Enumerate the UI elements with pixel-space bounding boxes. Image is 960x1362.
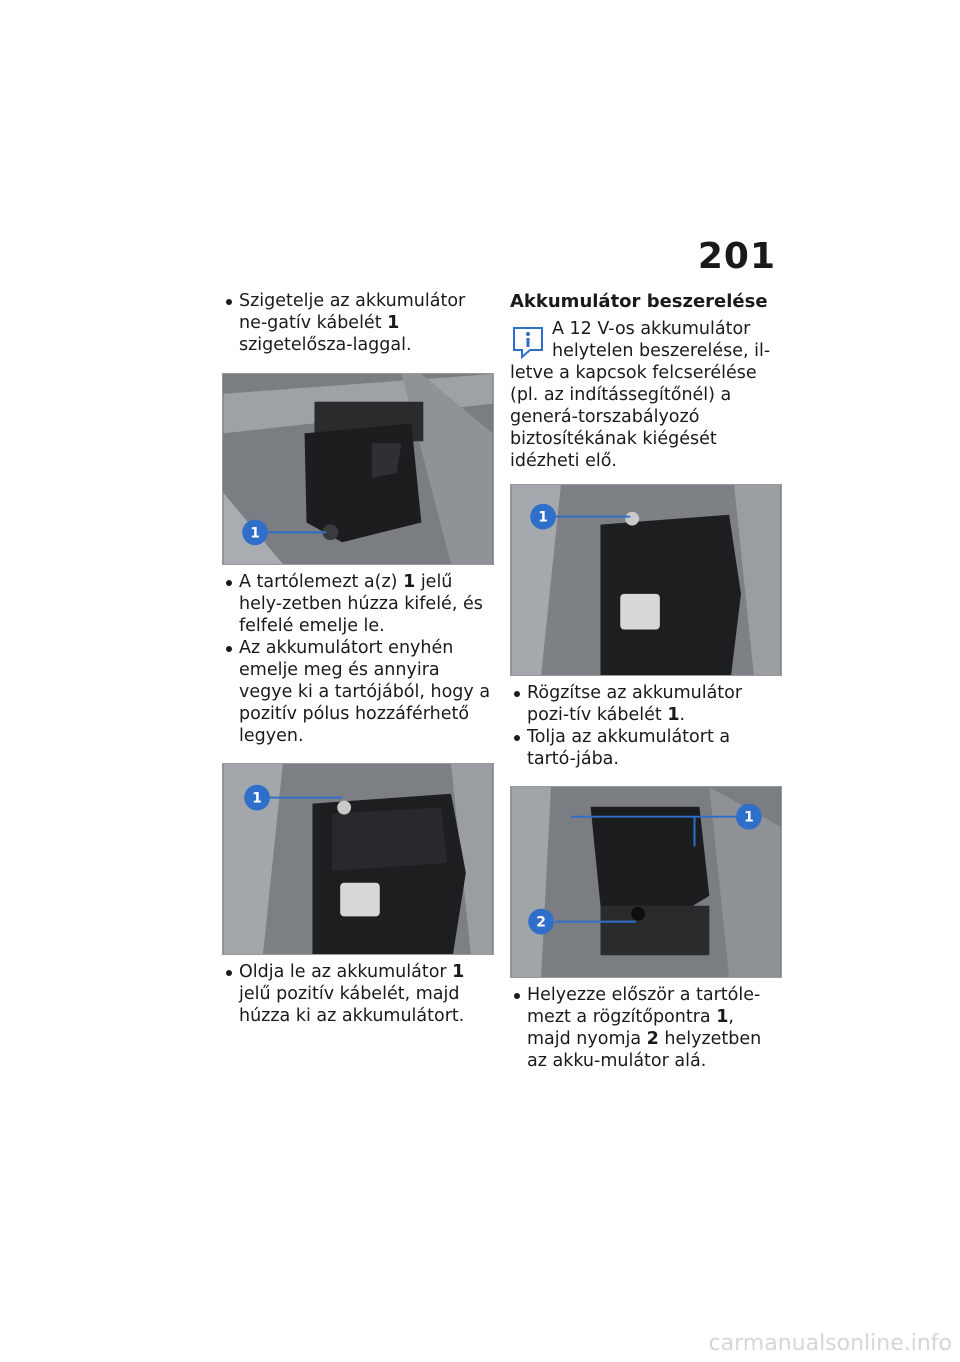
note-first-line: A 12 V-os akkumulátor helytelen beszerelése, il- <box>552 319 771 361</box>
section-heading: Akkumulátor beszerelése <box>510 291 768 312</box>
battery-photo-1 <box>223 374 493 564</box>
info-icon <box>510 324 546 360</box>
left-column <box>222 290 494 1027</box>
instruction-bullet: Helyezze először a tartóle-mezt a rögzítőpontra 1, majd nyomja 2 helyzetben az akku-mulátor alá. <box>510 984 782 1072</box>
instruction-bullet: Oldja le az akkumulátor 1 jelű pozitív kábelét, majd húzza ki az akkumulátort. <box>222 961 494 1027</box>
photo-insert-battery <box>510 786 782 978</box>
info-note <box>510 318 782 472</box>
instruction-bullet: A tartólemezt a(z) 1 jelű hely-zetben húzza kifelé, és felfelé emelje le. <box>222 571 494 637</box>
callout-label: 1 <box>744 809 754 826</box>
note-text: letve a kapcsok felcserélése (pl. az indítássegítőnél) a generá-torszabályozó biztosítékának kiégését idézheti elő. <box>510 363 757 471</box>
battery-photo-4 <box>511 787 781 977</box>
right-column <box>510 290 782 1072</box>
photo-fix-positive-cable <box>510 484 782 676</box>
watermark: carmanualsonline.info <box>708 1331 952 1356</box>
instruction-bullet: Rögzítse az akkumulátor pozi-tív kábelét 1. <box>510 682 782 726</box>
instruction-bullet: Az akkumulátort enyhén emelje meg és annyira vegye ki a tartójából, hogy a pozitív pólus hozzáférhető legyen. <box>222 637 494 747</box>
battery-photo-3 <box>511 485 781 675</box>
page-number: 201 <box>697 236 776 277</box>
photo-battery-negative-cable <box>222 373 494 565</box>
callout-label: 1 <box>538 509 548 526</box>
instruction-bullet: Tolja az akkumulátort a tartó-jába. <box>510 726 782 770</box>
callout-label: 1 <box>252 790 262 807</box>
photo-battery-positive-cable <box>222 763 494 955</box>
callout-label: 1 <box>250 525 260 542</box>
callout-label: 2 <box>536 914 546 931</box>
instruction-bullet: Szigetelje az akkumulátor ne-gatív kábelét 1 szigetelősza-laggal. <box>222 290 494 356</box>
battery-photo-2 <box>223 764 493 954</box>
